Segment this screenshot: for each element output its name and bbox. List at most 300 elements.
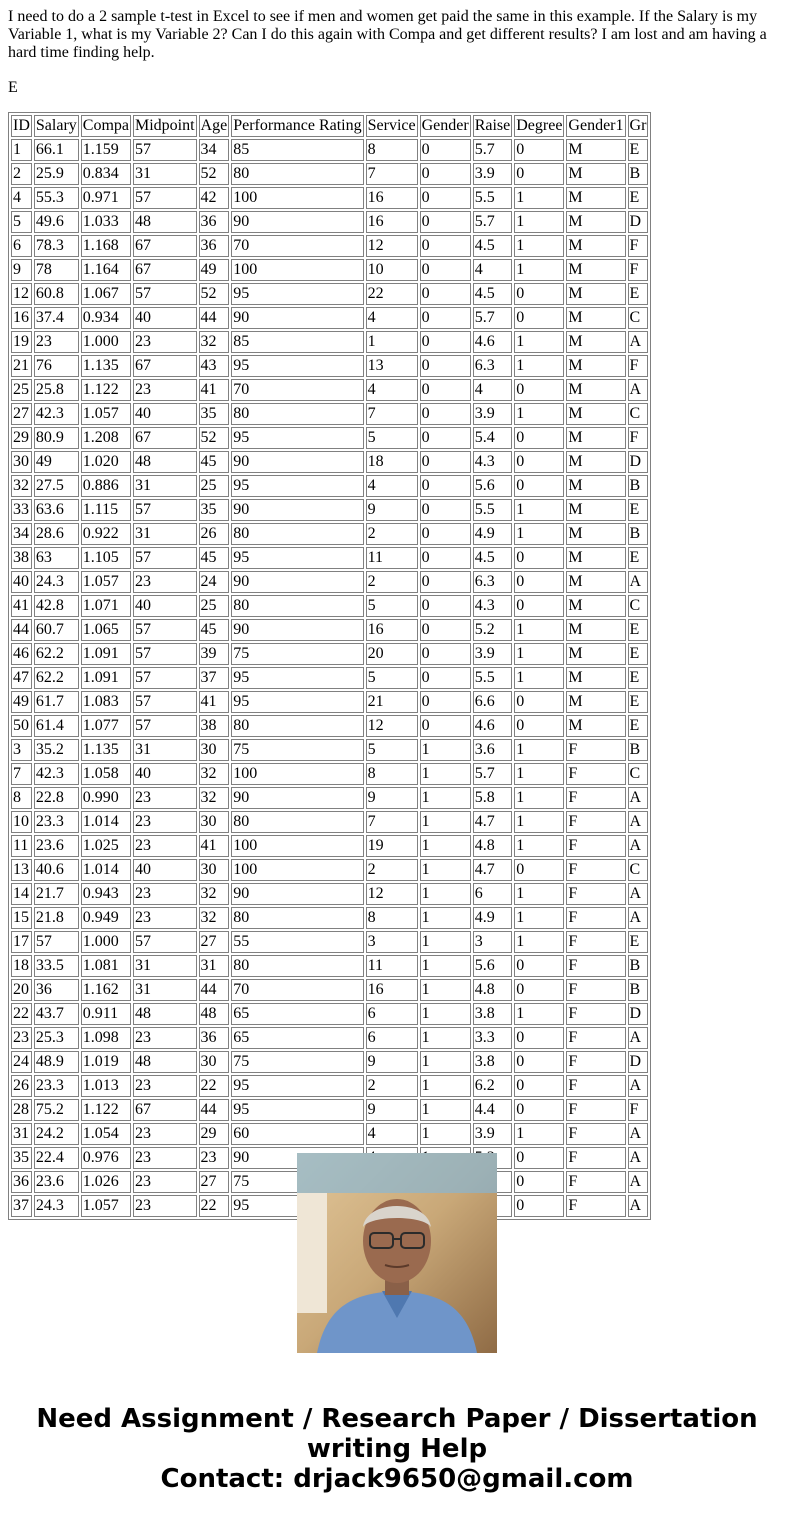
table-cell: 1 xyxy=(420,859,471,881)
table-cell: 0 xyxy=(420,331,471,353)
table-cell: 1 xyxy=(514,931,564,953)
table-cell: 66.1 xyxy=(34,139,79,161)
table-cell: 0 xyxy=(420,571,471,593)
table-header-row xyxy=(11,115,648,137)
table-cell: 12 xyxy=(366,883,418,905)
table-cell: 46 xyxy=(11,643,32,665)
table-cell: D xyxy=(628,1051,649,1073)
table-cell: 1 xyxy=(420,931,471,953)
table-cell: 1 xyxy=(514,1003,564,1025)
table-cell: 32 xyxy=(199,763,230,785)
table-cell: 17 xyxy=(11,931,32,953)
table-cell: 0 xyxy=(420,235,471,257)
table-cell: 4.9 xyxy=(473,907,513,929)
table-cell: 40.6 xyxy=(34,859,79,881)
table-cell: 57 xyxy=(133,691,197,713)
table-cell: 90 xyxy=(231,211,363,233)
table-cell: 24 xyxy=(199,571,230,593)
table-cell: 4.5 xyxy=(473,547,513,569)
table-cell: 0.834 xyxy=(81,163,131,185)
table-cell: M xyxy=(566,379,625,401)
table-cell: 90 xyxy=(231,571,363,593)
table-cell: 38 xyxy=(11,547,32,569)
table-cell: 0 xyxy=(420,547,471,569)
table-cell: 31 xyxy=(11,1123,32,1145)
table-cell: 40 xyxy=(133,859,197,881)
table-cell: 80 xyxy=(231,715,363,737)
table-cell: F xyxy=(628,355,649,377)
table-cell: 1.033 xyxy=(81,211,131,233)
table-cell: 23 xyxy=(133,1123,197,1145)
table-cell: 40 xyxy=(133,595,197,617)
table-cell: 1 xyxy=(514,763,564,785)
table-cell: 48 xyxy=(133,211,197,233)
table-body xyxy=(11,139,648,1217)
table-cell: 61.4 xyxy=(34,715,79,737)
table-cell: 30 xyxy=(199,739,230,761)
table-cell: 67 xyxy=(133,259,197,281)
table-cell: A xyxy=(628,1123,649,1145)
table-row xyxy=(11,403,648,425)
table-cell: 23 xyxy=(133,1027,197,1049)
table-cell: 4 xyxy=(366,379,418,401)
table-row xyxy=(11,451,648,473)
table-cell: 95 xyxy=(231,1099,363,1121)
table-cell: 1.020 xyxy=(81,451,131,473)
table-cell: 24.3 xyxy=(34,571,79,593)
table-cell: 35 xyxy=(199,403,230,425)
table-cell: F xyxy=(628,1099,649,1121)
table-cell: 35 xyxy=(199,499,230,521)
table-cell: 4.5 xyxy=(473,235,513,257)
table-cell: 90 xyxy=(231,619,363,641)
table-cell: 14 xyxy=(11,883,32,905)
table-cell: 57 xyxy=(133,187,197,209)
table-cell: E xyxy=(628,691,649,713)
table-cell: 32 xyxy=(199,331,230,353)
table-cell: 21.7 xyxy=(34,883,79,905)
table-cell: 20 xyxy=(11,979,32,1001)
table-cell: 22 xyxy=(199,1195,230,1217)
table-cell: 0.990 xyxy=(81,787,131,809)
table-cell: A xyxy=(628,1171,649,1193)
table-cell: 67 xyxy=(133,355,197,377)
table-cell: C xyxy=(628,859,649,881)
table-cell: 57 xyxy=(133,715,197,737)
table-cell: 3.3 xyxy=(473,1027,513,1049)
table-cell: 5.5 xyxy=(473,499,513,521)
table-cell: 4 xyxy=(366,475,418,497)
table-cell: 1 xyxy=(514,211,564,233)
table-cell: 90 xyxy=(231,307,363,329)
table-cell: F xyxy=(566,931,625,953)
table-cell: 42.3 xyxy=(34,403,79,425)
table-cell: 0 xyxy=(420,163,471,185)
table-cell: 6 xyxy=(473,883,513,905)
table-cell: 30 xyxy=(11,451,32,473)
table-cell: 48 xyxy=(199,1003,230,1025)
table-cell: F xyxy=(566,1099,625,1121)
table-cell: 31 xyxy=(199,955,230,977)
table-cell: 1 xyxy=(514,619,564,641)
table-cell: 0 xyxy=(420,211,471,233)
table-cell: 1 xyxy=(420,1051,471,1073)
table-cell: 23 xyxy=(133,1147,197,1169)
table-cell: 0 xyxy=(420,259,471,281)
header-raise: Raise xyxy=(473,115,513,137)
table-cell: 4.4 xyxy=(473,1099,513,1121)
table-cell: 1 xyxy=(420,1027,471,1049)
table-cell: 5.5 xyxy=(473,187,513,209)
table-row xyxy=(11,859,648,881)
table-cell: 1 xyxy=(420,883,471,905)
table-cell: 67 xyxy=(133,1099,197,1121)
table-cell: 23 xyxy=(11,1027,32,1049)
table-cell: 6 xyxy=(366,1003,418,1025)
table-cell: 52 xyxy=(199,427,230,449)
table-cell: 36 xyxy=(11,1171,32,1193)
table-cell: 75 xyxy=(231,1171,363,1193)
data-table-container xyxy=(8,112,647,1214)
table-cell: 1.013 xyxy=(81,1075,131,1097)
table-cell: 1 xyxy=(420,763,471,785)
table-cell: 5.7 xyxy=(473,307,513,329)
table-cell: F xyxy=(566,979,625,1001)
table-row xyxy=(11,667,648,689)
table-cell: 21.8 xyxy=(34,907,79,929)
table-cell: 44 xyxy=(199,979,230,1001)
table-cell: F xyxy=(566,787,625,809)
table-cell: 18 xyxy=(11,955,32,977)
table-cell: 85 xyxy=(231,331,363,353)
table-cell: 1.208 xyxy=(81,427,131,449)
table-cell: 41 xyxy=(11,595,32,617)
table-cell: 0 xyxy=(514,979,564,1001)
table-cell: F xyxy=(566,1027,625,1049)
table-cell: 5.7 xyxy=(473,211,513,233)
table-cell: 1.025 xyxy=(81,835,131,857)
table-cell: 16 xyxy=(366,187,418,209)
table-cell: 1.083 xyxy=(81,691,131,713)
table-cell: 4 xyxy=(11,187,32,209)
table-cell: 0.976 xyxy=(81,1147,131,1169)
table-cell: B xyxy=(628,955,649,977)
table-cell: 48 xyxy=(133,451,197,473)
table-cell: 15 xyxy=(11,907,32,929)
table-cell: 12 xyxy=(366,715,418,737)
table-cell: 1.054 xyxy=(81,1123,131,1145)
table-cell: 1.014 xyxy=(81,859,131,881)
table-cell: 0.949 xyxy=(81,907,131,929)
table-cell: 7 xyxy=(366,403,418,425)
table-cell: 34 xyxy=(11,523,32,545)
table-cell: 60.8 xyxy=(34,283,79,305)
table-cell: A xyxy=(628,1027,649,1049)
table-cell: 23.6 xyxy=(34,835,79,857)
table-cell: 23 xyxy=(199,1147,230,1169)
table-row xyxy=(11,379,648,401)
table-cell: 23 xyxy=(133,907,197,929)
banner-line-1: Need Assignment / Research Paper / Dissertation xyxy=(36,1404,758,1434)
table-cell: 8 xyxy=(366,907,418,929)
table-cell: 32 xyxy=(199,787,230,809)
table-cell: 23 xyxy=(34,331,79,353)
table-cell: 0 xyxy=(420,187,471,209)
table-cell: 29 xyxy=(11,427,32,449)
table-cell: 0.934 xyxy=(81,307,131,329)
table-row xyxy=(11,715,648,737)
table-cell: 0.886 xyxy=(81,475,131,497)
table-cell: 40 xyxy=(133,763,197,785)
table-cell: 57 xyxy=(133,931,197,953)
table-cell: 23 xyxy=(133,1075,197,1097)
table-cell: 3 xyxy=(473,931,513,953)
table-cell: 31 xyxy=(133,739,197,761)
table-cell: 36 xyxy=(199,1027,230,1049)
table-cell: 61.7 xyxy=(34,691,79,713)
table-row xyxy=(11,139,648,161)
table-cell: 36 xyxy=(199,211,230,233)
table-cell: 4 xyxy=(366,1123,418,1145)
table-cell: 75.2 xyxy=(34,1099,79,1121)
table-cell: 1 xyxy=(514,355,564,377)
table-cell: 1 xyxy=(514,259,564,281)
table-cell: 57 xyxy=(133,619,197,641)
table-cell: 0 xyxy=(514,139,564,161)
table-row xyxy=(11,763,648,785)
table-cell: E xyxy=(628,931,649,953)
table-cell: 23 xyxy=(133,1195,197,1217)
table-cell: 13 xyxy=(11,859,32,881)
table-cell: 55 xyxy=(231,931,363,953)
table-row xyxy=(11,475,648,497)
table-cell: 1 xyxy=(420,1099,471,1121)
table-cell: 49 xyxy=(11,691,32,713)
table-cell: F xyxy=(628,427,649,449)
table-cell: F xyxy=(566,811,625,833)
table-cell: 80 xyxy=(231,811,363,833)
table-cell: 76 xyxy=(34,355,79,377)
table-cell: F xyxy=(566,763,625,785)
table-cell: 20 xyxy=(366,643,418,665)
table-cell: 49.6 xyxy=(34,211,79,233)
person-photo-icon xyxy=(297,1153,497,1353)
header-gender: Gender xyxy=(420,115,471,137)
table-cell: 2 xyxy=(11,163,32,185)
table-cell: M xyxy=(566,235,625,257)
table-cell: 100 xyxy=(231,763,363,785)
table-cell: 75 xyxy=(231,1051,363,1073)
table-cell: 1 xyxy=(514,811,564,833)
table-cell: 1.122 xyxy=(81,1099,131,1121)
table-cell: 32 xyxy=(11,475,32,497)
table-cell: 23.3 xyxy=(34,1075,79,1097)
table-cell: 44 xyxy=(11,619,32,641)
table-cell: 80.9 xyxy=(34,427,79,449)
table-cell: D xyxy=(628,451,649,473)
table-cell: 6 xyxy=(11,235,32,257)
table-cell: 70 xyxy=(231,979,363,1001)
table-cell: 22.8 xyxy=(34,787,79,809)
table-cell: 31 xyxy=(133,163,197,185)
table-cell: 5 xyxy=(366,667,418,689)
table-row xyxy=(11,211,648,233)
table-cell: 1.135 xyxy=(81,355,131,377)
table-cell: 26 xyxy=(11,1075,32,1097)
table-cell: 1 xyxy=(514,835,564,857)
table-cell: 2 xyxy=(366,571,418,593)
table-cell: 27 xyxy=(11,403,32,425)
table-cell: 60.7 xyxy=(34,619,79,641)
table-cell: 55.3 xyxy=(34,187,79,209)
table-cell: 23.6 xyxy=(34,1171,79,1193)
table-cell: 23 xyxy=(133,331,197,353)
table-cell: 0 xyxy=(420,139,471,161)
table-cell: 37.4 xyxy=(34,307,79,329)
table-cell: 60 xyxy=(231,1123,363,1145)
table-cell: 90 xyxy=(231,787,363,809)
table-cell: 1.071 xyxy=(81,595,131,617)
table-cell: F xyxy=(566,1075,625,1097)
table-cell: D xyxy=(628,211,649,233)
table-cell: 8 xyxy=(366,763,418,785)
table-cell: 16 xyxy=(366,619,418,641)
table-cell: 0 xyxy=(514,1099,564,1121)
table-cell: 57 xyxy=(133,139,197,161)
table-cell: 95 xyxy=(231,355,363,377)
table-cell: 44 xyxy=(199,307,230,329)
table-cell: M xyxy=(566,595,625,617)
table-cell: 5.4 xyxy=(473,427,513,449)
table-cell: 1 xyxy=(514,499,564,521)
table-cell: 90 xyxy=(231,499,363,521)
table-cell: 44 xyxy=(199,1099,230,1121)
table-cell: 24 xyxy=(11,1051,32,1073)
table-cell: 25 xyxy=(11,379,32,401)
table-cell: 70 xyxy=(231,379,363,401)
header-midpoint: Midpoint xyxy=(133,115,197,137)
table-cell: 12 xyxy=(11,283,32,305)
table-cell: 57 xyxy=(133,643,197,665)
table-cell: 0 xyxy=(420,403,471,425)
table-cell: 40 xyxy=(133,307,197,329)
table-cell: 0 xyxy=(420,307,471,329)
table-cell: 1.098 xyxy=(81,1027,131,1049)
table-row xyxy=(11,235,648,257)
table-cell: 4.6 xyxy=(473,331,513,353)
table-cell: B xyxy=(628,523,649,545)
table-cell: 0 xyxy=(514,307,564,329)
header-grade: Gr xyxy=(628,115,649,137)
table-row xyxy=(11,547,648,569)
table-cell: M xyxy=(566,403,625,425)
table-cell: 95 xyxy=(231,475,363,497)
table-cell: 48.9 xyxy=(34,1051,79,1073)
table-cell: 33.5 xyxy=(34,955,79,977)
table-cell: 43 xyxy=(199,355,230,377)
table-cell: 1 xyxy=(366,331,418,353)
table-cell: 30 xyxy=(199,811,230,833)
table-cell: 1 xyxy=(514,331,564,353)
table-cell: A xyxy=(628,331,649,353)
table-cell: E xyxy=(628,619,649,641)
table-cell: A xyxy=(628,571,649,593)
table-cell: 100 xyxy=(231,259,363,281)
table-cell: 11 xyxy=(366,547,418,569)
table-cell: F xyxy=(566,1123,625,1145)
table-cell: 3.9 xyxy=(473,163,513,185)
table-cell: 62.2 xyxy=(34,667,79,689)
table-cell: 22 xyxy=(199,1075,230,1097)
table-cell: 1 xyxy=(11,139,32,161)
header-degree: Degree xyxy=(514,115,564,137)
table-cell: 95 xyxy=(231,667,363,689)
table-cell: 0 xyxy=(514,163,564,185)
table-row xyxy=(11,811,648,833)
table-cell: 90 xyxy=(231,1147,363,1169)
table-cell: 4 xyxy=(473,259,513,281)
table-cell: F xyxy=(566,1051,625,1073)
table-cell: 21 xyxy=(366,691,418,713)
table-cell: 23 xyxy=(133,883,197,905)
table-cell: 1.115 xyxy=(81,499,131,521)
table-cell: 6.2 xyxy=(473,1075,513,1097)
table-cell: 48 xyxy=(133,1051,197,1073)
table-cell: M xyxy=(566,619,625,641)
table-cell: 1.000 xyxy=(81,931,131,953)
table-cell: A xyxy=(628,787,649,809)
table-cell: 33 xyxy=(11,499,32,521)
table-cell: 10 xyxy=(11,811,32,833)
table-cell: 1 xyxy=(514,907,564,929)
table-cell: 40 xyxy=(11,571,32,593)
table-cell: 2 xyxy=(366,1075,418,1097)
table-cell: 1.057 xyxy=(81,403,131,425)
table-cell: 22 xyxy=(11,1003,32,1025)
table-cell: 4.5 xyxy=(473,283,513,305)
table-cell: A xyxy=(628,907,649,929)
table-cell: 34 xyxy=(199,139,230,161)
table-cell: 62.2 xyxy=(34,643,79,665)
table-cell: 5 xyxy=(366,427,418,449)
grade-letter: E xyxy=(8,79,18,96)
table-cell: 95 xyxy=(231,1195,363,1217)
table-cell: A xyxy=(628,811,649,833)
table-cell: 47 xyxy=(11,667,32,689)
table-row xyxy=(11,307,648,329)
header-gender1: Gender1 xyxy=(566,115,625,137)
table-cell: 52 xyxy=(199,283,230,305)
table-cell: F xyxy=(566,1147,625,1169)
table-cell: M xyxy=(566,571,625,593)
table-cell: 0.943 xyxy=(81,883,131,905)
table-cell: 27 xyxy=(199,931,230,953)
table-cell: 3.6 xyxy=(473,739,513,761)
table-cell: 23 xyxy=(133,1171,197,1193)
table-cell: B xyxy=(628,979,649,1001)
table-cell: 11 xyxy=(366,955,418,977)
table-cell: 5.7 xyxy=(473,139,513,161)
table-row xyxy=(11,499,648,521)
table-cell: 28.6 xyxy=(34,523,79,545)
table-cell: E xyxy=(628,667,649,689)
table-cell: 36 xyxy=(34,979,79,1001)
table-cell: 16 xyxy=(366,979,418,1001)
table-cell: 4.6 xyxy=(473,715,513,737)
table-row xyxy=(11,691,648,713)
table-cell: 10 xyxy=(366,259,418,281)
table-row xyxy=(11,1051,648,1073)
